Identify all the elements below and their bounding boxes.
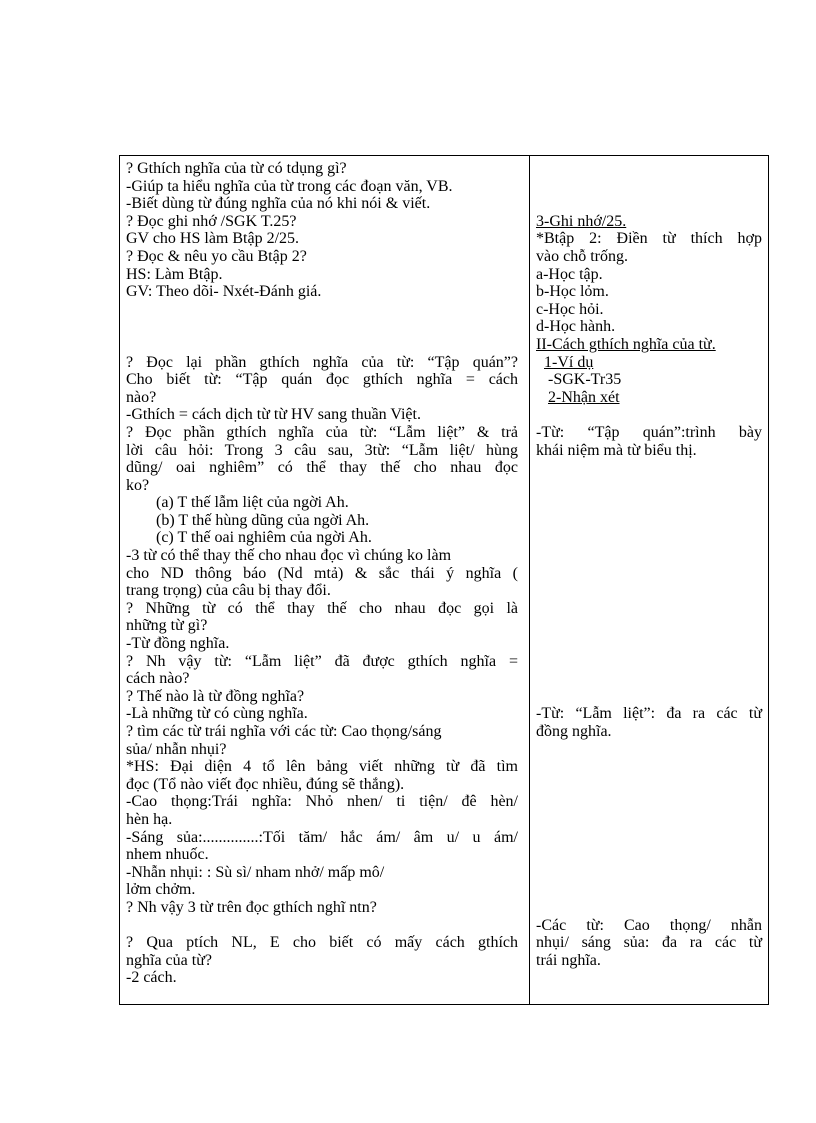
- right-column-lesson-content: [536, 160, 762, 969]
- text-line: đồng nghĩa.: [536, 723, 612, 740]
- text-line: -Cao thọng:Trái nghĩa: Nhỏ nhen/ ti tiện/ đê hèn/: [126, 793, 518, 811]
- text-line: vào chỗ trống.: [536, 247, 628, 265]
- heading-cach-gthich: II-Cách gthích nghĩa của từ.: [536, 335, 716, 353]
- column-divider: [529, 156, 530, 1004]
- example-sentence-a: (a) T thế lẫm liệt của ngời Ah.: [156, 494, 349, 512]
- text-line: khái niệm mà từ biểu thị.: [536, 441, 697, 459]
- text-line: ? Đọc lại phần gthích nghĩa của từ: “Tập quán”?: [126, 353, 518, 371]
- text-line: -SGK-Tr35: [548, 371, 622, 389]
- text-line: lởm chởm.: [126, 881, 196, 899]
- text-line: -Biết dùng từ đúng nghĩa của nó khi nói & viết.: [126, 195, 431, 213]
- text-line: b-Học lỏm.: [536, 283, 609, 301]
- text-line: a-Học tập.: [536, 265, 603, 283]
- text-line: GV: Theo dõi- Nxét-Đánh giá.: [126, 283, 322, 301]
- text-line: c-Học hỏi.: [536, 300, 604, 318]
- text-line: ? Nh vậy từ: “Lẫm liệt” đã được gthích nghĩa =: [126, 652, 518, 670]
- text-line: ? Đọc phần gthích nghĩa của từ: “Lẫm liệt” & trả: [126, 423, 518, 441]
- text-line: nhụi/ sáng sủa: đa ra các từ: [536, 934, 762, 952]
- text-line: ? Đọc ghi nhớ /SGK T.25?: [126, 212, 297, 230]
- text-line: những từ gì?: [126, 617, 208, 635]
- text-line: -Từ: “Tập quán”:trình bày: [536, 423, 762, 441]
- example-sentence-c: (c) T thế oai nghiêm của ngời Ah.: [156, 529, 372, 547]
- text-line: -Từ đồng nghĩa.: [126, 635, 230, 653]
- text-line: hèn hạ.: [126, 810, 173, 828]
- text-line: ? Nh vậy 3 từ trên đọc gthích nghĩ ntn?: [126, 898, 377, 916]
- lesson-table: [119, 155, 769, 1005]
- text-line: nghĩa của từ?: [126, 951, 212, 969]
- text-line: -2 cách.: [126, 969, 177, 987]
- text-line: -Gthích = cách dịch từ từ HV sang thuần Việt.: [126, 406, 421, 424]
- text-line: -Giúp ta hiểu nghĩa của từ trong các đoạn văn, VB.: [126, 177, 453, 195]
- text-line: -Là những từ có cùng nghĩa.: [126, 705, 308, 723]
- text-line: cách nào?: [126, 670, 190, 688]
- heading-ghi-nho: 3-Ghi nhớ/25.: [536, 212, 627, 230]
- text-line: ? Qua ptích NL, E cho biết có mấy cách gthích: [126, 934, 518, 952]
- text-line: -Sáng sủa:..............:Tối tăm/ hắc ám/ âm u/ u ám/: [126, 828, 518, 846]
- text-line: ? Đọc & nêu yo cầu Btập 2?: [126, 247, 307, 265]
- text-line: *Btập 2: Điền từ thích hợp: [536, 230, 762, 248]
- text-line: -Từ: “Lẫm liệt”: đa ra các từ: [536, 705, 762, 723]
- text-line: GV cho HS làm Btập 2/25.: [126, 230, 300, 248]
- text-line: -Nhẫn nhụi: : Sù sì/ nham nhở/ mấp mô/: [126, 863, 385, 881]
- text-line: ? Gthích nghĩa của từ có tdụng gì?: [126, 160, 347, 177]
- text-line: trái nghĩa.: [536, 951, 601, 969]
- text-line: ? Thế nào là từ đồng nghĩa?: [126, 687, 305, 705]
- text-line: ? tìm các từ trái nghĩa với các từ: Cao thọng/sáng: [126, 723, 442, 740]
- text-line: cho ND thông báo (Nd mtả) & sắc thái ý nghĩa (: [126, 564, 518, 582]
- text-line: dũng/ oai nghiêm” có thể thay thế cho nhau đọc: [126, 459, 518, 477]
- left-column-teacher-student-activities: [126, 160, 518, 987]
- heading-vi-du: 1-Ví dụ: [544, 353, 594, 371]
- text-line: ? Những từ có thể thay thế cho nhau đọc gọi là: [126, 599, 518, 617]
- example-sentence-b: (b) T thế hùng dũng của ngời Ah.: [156, 511, 370, 529]
- text-line: d-Học hành.: [536, 318, 616, 336]
- text-line: lời câu hỏi: Trong 3 câu sau, 3từ: “Lẫm liệt/ hùng: [126, 441, 518, 459]
- text-line: sủa/ nhẫn nhụi?: [126, 740, 227, 758]
- text-line: nào?: [126, 388, 157, 406]
- heading-nhan-xet: 2-Nhận xét: [548, 388, 620, 406]
- text-line: Cho biết từ: “Tập quán đọc gthích nghĩa = cách: [126, 371, 518, 389]
- text-line: đọc (Tổ nào viết đọc nhiều, đúng sẽ thắng).: [126, 775, 405, 793]
- text-line: trang trọng) của câu bị thay đổi.: [126, 582, 331, 600]
- text-line: ko?: [126, 476, 150, 494]
- text-line: *HS: Đại diện 4 tổ lên bảng viết những từ đã tìm: [126, 758, 518, 776]
- text-line: nhem nhuốc.: [126, 846, 209, 864]
- text-line: -Các từ: Cao thọng/ nhẫn: [536, 916, 762, 934]
- text-line: -3 từ có thể thay thế cho nhau đọc vì chúng ko làm: [126, 547, 452, 565]
- text-line: HS: Làm Btập.: [126, 265, 223, 283]
